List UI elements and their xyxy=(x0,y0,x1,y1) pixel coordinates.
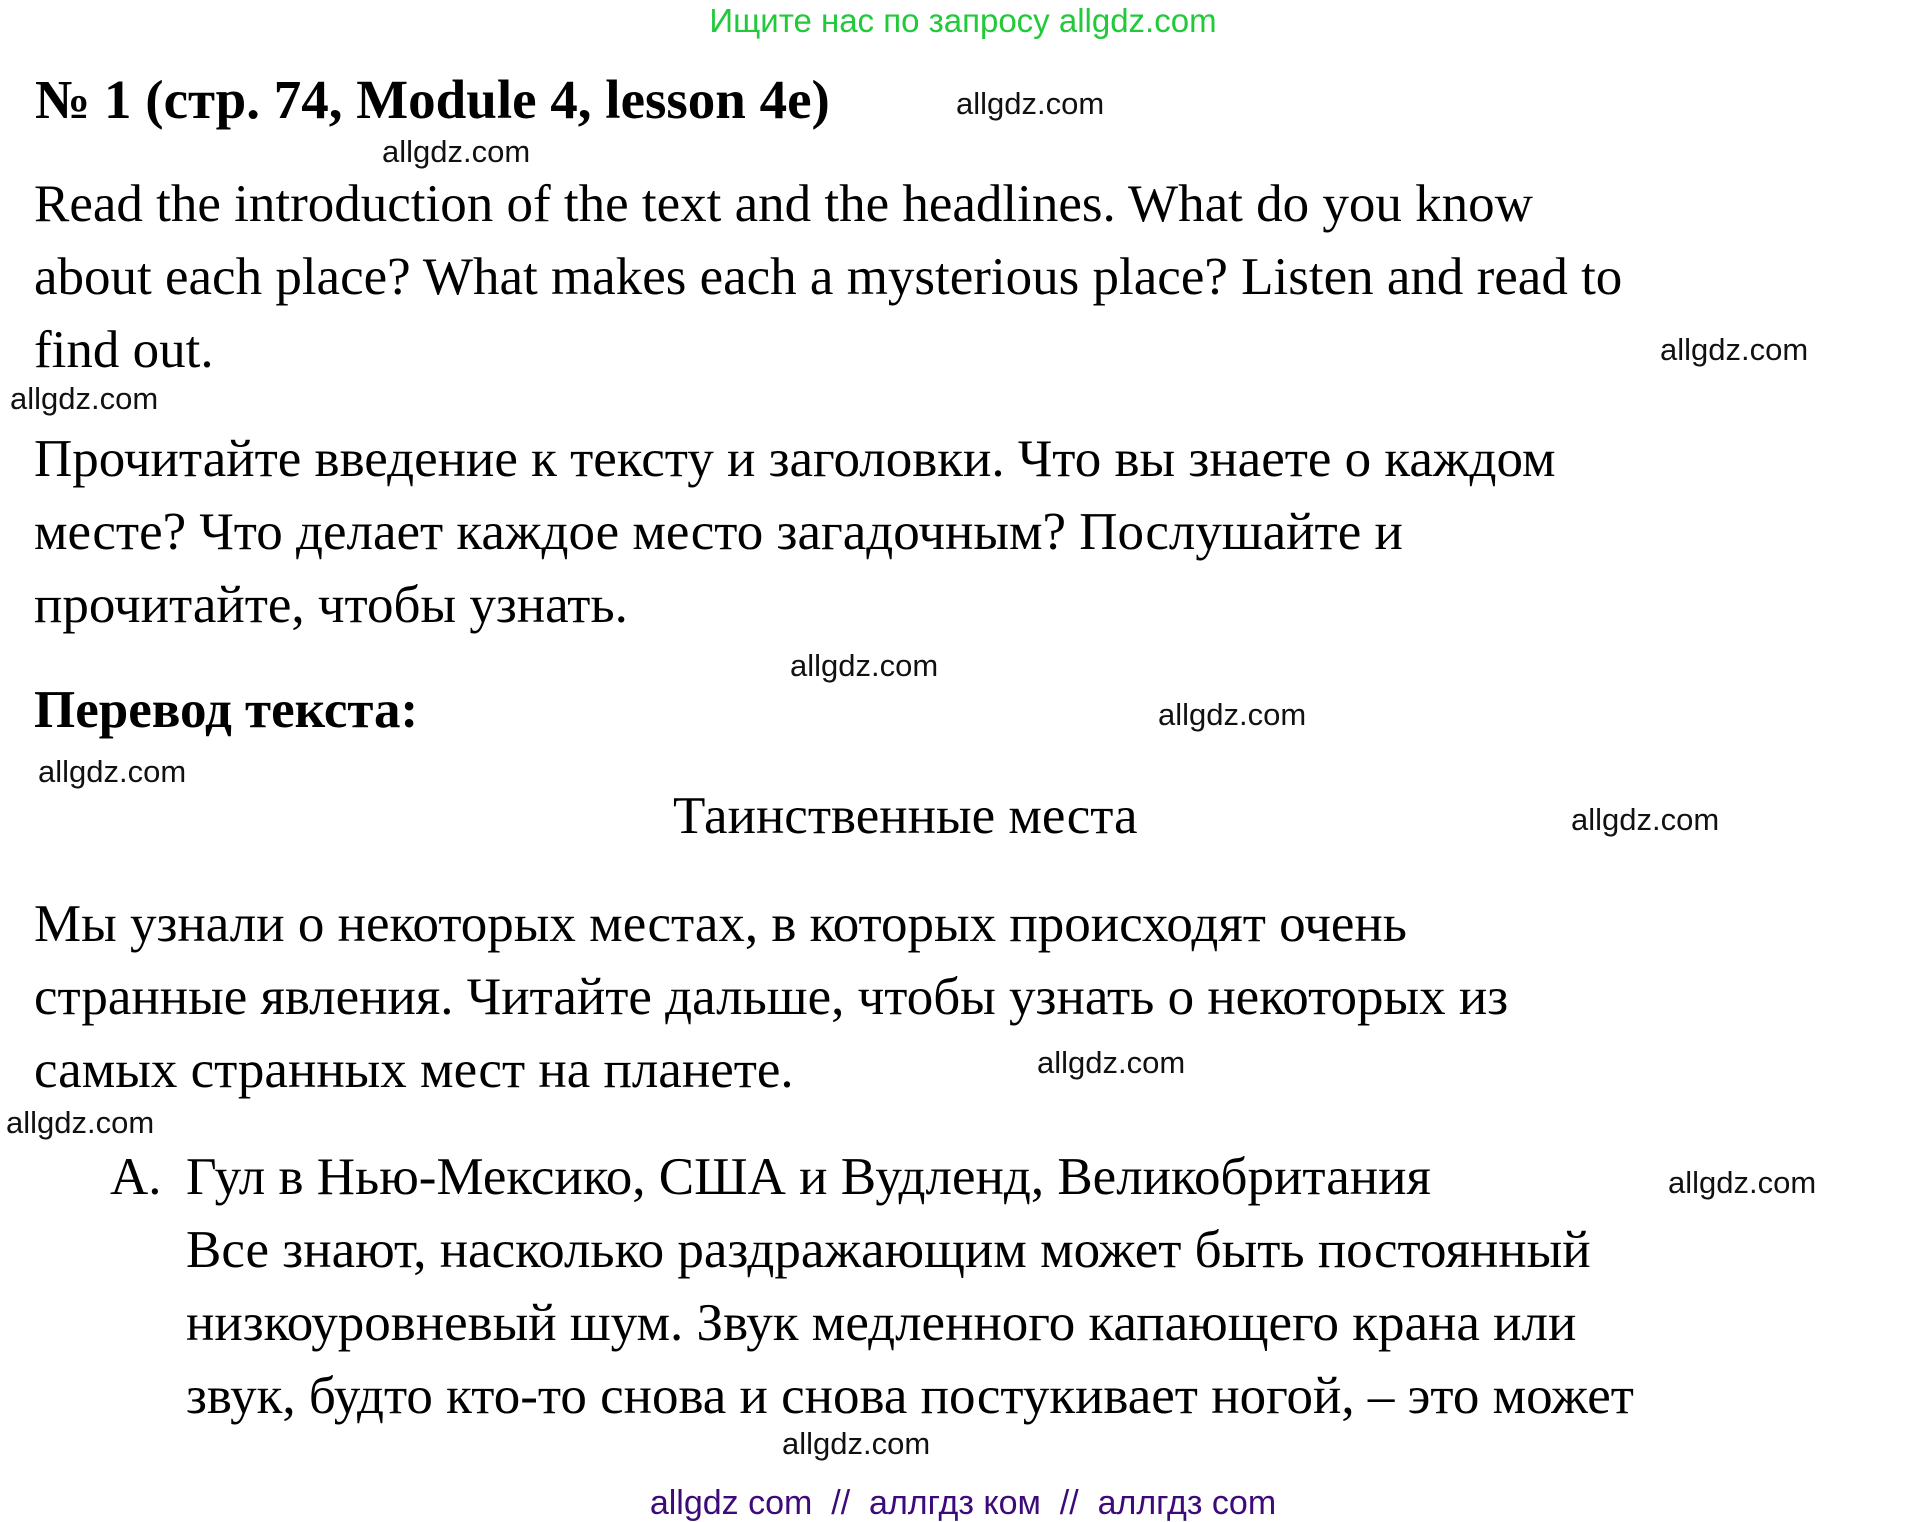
watermark: allgdz.com xyxy=(38,754,187,789)
watermark: allgdz.com xyxy=(1660,332,1809,367)
watermark: allgdz.com xyxy=(1571,802,1720,837)
task-ru-line: прочитайте, чтобы узнать. xyxy=(34,576,628,634)
translation-heading: Перевод текста: xyxy=(34,681,419,739)
section-heading: Гул в Нью-Мексико, США и Вудленд, Великобритания xyxy=(186,1148,1431,1206)
article-intro-line: самых странных мест на планете. xyxy=(34,1041,794,1099)
section-line: Все знают, насколько раздражающим может быть постоянный xyxy=(186,1221,1591,1279)
watermark: allgdz.com xyxy=(1668,1165,1817,1200)
task-ru-line: месте? Что делает каждое место загадочным? Послушайте и xyxy=(34,503,1403,561)
article-intro-line: странные явления. Читайте дальше, чтобы узнать о некоторых из xyxy=(34,968,1509,1026)
watermark: allgdz.com xyxy=(1158,697,1307,732)
section-line: низкоуровневый шум. Звук медленного капающего крана или xyxy=(186,1294,1577,1352)
task-en-line: about each place? What makes each a mysterious place? Listen and read to xyxy=(34,248,1623,306)
section-line: звук, будто кто-то снова и снова постукивает ногой, – это может xyxy=(186,1367,1634,1425)
watermark: allgdz.com xyxy=(956,86,1105,121)
watermark: allgdz.com xyxy=(10,381,159,416)
watermark: allgdz.com xyxy=(382,134,531,169)
section-marker: A. xyxy=(110,1148,162,1206)
watermark: allgdz.com xyxy=(6,1105,155,1140)
task-en-line: Read the introduction of the text and the headlines. What do you know xyxy=(34,175,1533,233)
watermark: allgdz.com xyxy=(782,1426,931,1461)
watermark: allgdz.com xyxy=(1037,1045,1186,1080)
footer-links: allgdz com // аллгдз ком // аллгдз com xyxy=(649,1484,1277,1522)
exercise-title: № 1 (стр. 74, Module 4, lesson 4e) xyxy=(35,69,830,130)
watermark: allgdz.com xyxy=(790,648,939,683)
article-intro-line: Мы узнали о некоторых местах, в которых происходят очень xyxy=(34,895,1407,953)
task-ru-line: Прочитайте введение к тексту и заголовки. Что вы знаете о каждом xyxy=(34,430,1556,488)
task-en-line: find out. xyxy=(34,321,214,379)
article-title: Таинственные места xyxy=(673,787,1138,845)
search-banner: Ищите нас по запросу allgdz.com xyxy=(709,2,1217,39)
